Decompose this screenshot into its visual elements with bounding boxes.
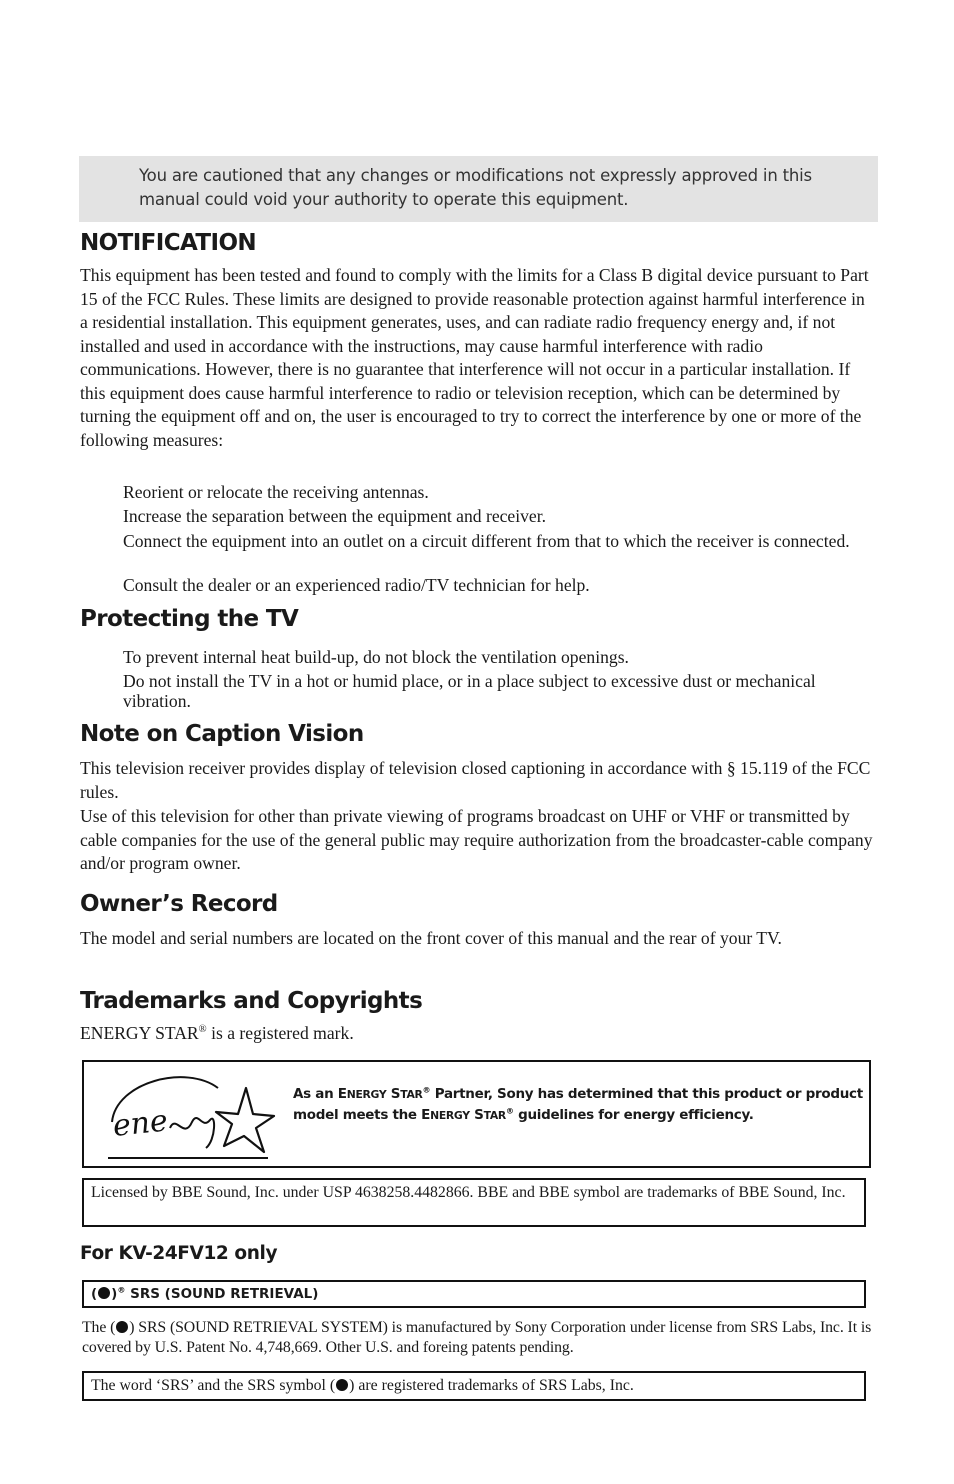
svg-text:ene: ene — [111, 1103, 170, 1144]
srs-symbol-icon — [98, 1287, 110, 1299]
energy-statement-line-1: As an ENERGY STAR® Partner, Sony has determined that this product or product — [293, 1084, 863, 1102]
energy-star-suffix: is a registered mark. — [206, 1023, 354, 1043]
srs-heading-box: ( )® SRS (SOUND RETRIEVAL) — [82, 1280, 866, 1308]
owner-heading: Owner’s Record — [80, 891, 278, 917]
bbe-license-box — [82, 1178, 866, 1227]
energy-star-box — [82, 1060, 871, 1168]
notification-body: This equipment has been tested and found to comply with the limits for a Class B digital device pursuant to Part 15 of the FCC Rules. These limits are designed to provide reasonable protection against harmful interference in a residential installation. This equipment generates, uses, and can radiate radio frequency energy and, if not installed and used in accordance with the instructions, may cause harmful interference with radio communications. However, there is no guarantee that interference will not occur in a particular installation. If this equipment does cause harmful interference to radio or television reception, which can be determined by turning the equipment off and on, the user is encouraged to try to correct the interference by one or more of the following measures: — [80, 265, 869, 450]
energy-star-logo-icon — [106, 1070, 276, 1162]
protecting-item: Do not install the TV in a hot or humid place, or in a place subject to excessive dust or mechanical vibration. — [123, 671, 816, 711]
srs-description: The ( ) SRS (SOUND RETRIEVAL SYSTEM) is manufactured by Sony Corporation under license from SRS Labs, Inc. It is covered by U.S. Patent No. 4,748,669. Other U.S. and foreing patents pending. — [82, 1319, 872, 1356]
caution-box — [79, 156, 878, 222]
owner-body: The model and serial numbers are located on the front cover of this manual and the rear of your TV. — [80, 928, 782, 948]
caption-paragraph: Use of this television for other than private viewing of programs broadcast on UHF or VHF or transmitted by cable companies for the use of the general public may require authorization from the broadcaster-cable company and/or program owner. — [80, 806, 873, 873]
kv-heading: For KV-24FV12 only — [80, 1243, 278, 1264]
srs-symbol-icon — [336, 1379, 348, 1391]
trademarks-heading: Trademarks and Copyrights — [80, 988, 423, 1014]
protecting-item: To prevent internal heat build-up, do not block the ventilation openings. — [123, 647, 629, 667]
bbe-license-text: Licensed by BBE Sound, Inc. under USP 4638258.4482866. BBE and BBE symbol are trademarks of BBE Sound, Inc. — [91, 1184, 846, 1201]
measure-item: Reorient or relocate the receiving antennas. — [123, 482, 429, 502]
energy-statement-line-2: model meets the ENERGY STAR® guidelines for energy efficiency. — [293, 1105, 754, 1123]
registered-symbol: ® — [198, 1024, 207, 1036]
srs-heading-text: SRS (SOUND RETRIEVAL) — [125, 1286, 319, 1302]
measure-item: Consult the dealer or an experienced radio/TV technician for help. — [123, 575, 590, 595]
registered-symbol: ® — [117, 1284, 126, 1295]
caption-paragraph: This television receiver provides display of television closed captioning in accordance with § 15.119 of the FCC rules. — [80, 758, 871, 802]
energy-star-name: ENERGY STAR — [80, 1023, 199, 1043]
measure-item: Connect the equipment into an outlet on a circuit different from that to which the receiver is connected. — [123, 531, 850, 551]
notification-heading: NOTIFICATION — [80, 230, 257, 256]
energy-star-mark-text — [80, 1022, 875, 1046]
srs-symbol-icon — [116, 1321, 128, 1333]
caution-text: You are cautioned that any changes or modifications not expressly approved in this manual could void your authority to operate this equipment. — [139, 166, 812, 209]
energy-star-statement — [293, 1084, 863, 1126]
protecting-heading: Protecting the TV — [80, 606, 299, 632]
measure-item: Increase the separation between the equipment and receiver. — [123, 506, 547, 526]
srs-trademark-box: The word ‘SRS’ and the SRS symbol ( ) are registered trademarks of SRS Labs, Inc. — [82, 1371, 866, 1401]
caption-heading: Note on Caption Vision — [80, 721, 364, 747]
